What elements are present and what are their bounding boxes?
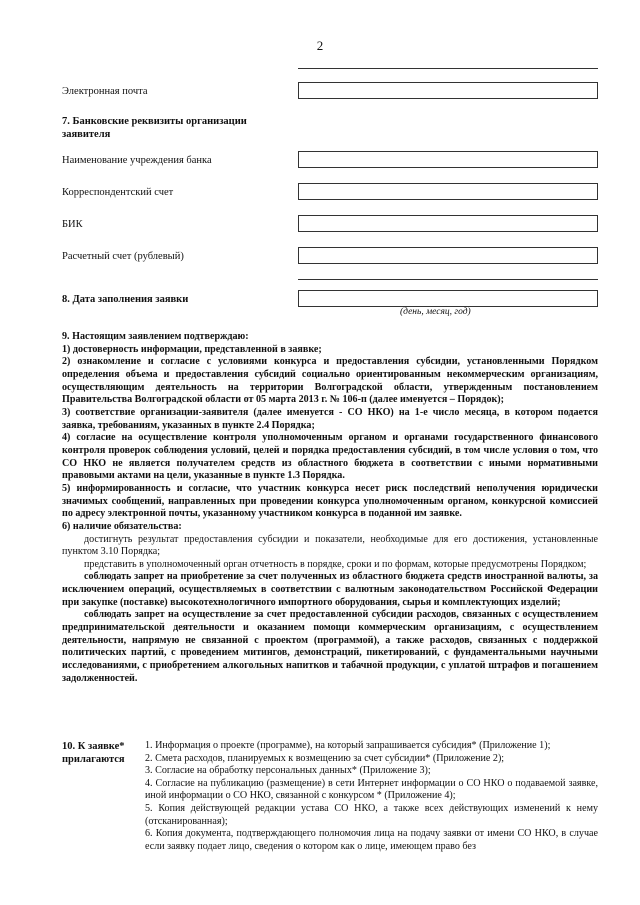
obligation-4: соблюдать запрет на осуществление за счет предоставленной субсидии расходов, связанных с осуществлением предпринимательской деятельности и оказанием помощи коммерческим организациям, с осуществлением деятельности, напрямую не связанной с проектом (программой), а также расходов, связанных с поддержкой политических партий, с проведением митингов, демонстраций, пикетирований, с фундаментальными научными исследованиями, с приобретением алкогольных напитков и табачной продукции, с уплатой штрафов и погашением задолженностей. — [62, 609, 598, 684]
obligation-2: представить в уполномоченный орган отчетность в порядке, сроки и по формам, которые предусмотрены Порядком; — [84, 558, 587, 570]
date-format-hint: (день, месяц, год) — [400, 307, 471, 317]
confirmation-item-5: 5) информированность и согласие, что участник конкурса несет риск последствий неполучения юридически значимых сообщений, направленных при проведении конкурса уполномоченным органом, конкурсной комиссией по адресу электронной почты, указанному участником конкурса в поданной им заявке. — [62, 482, 598, 520]
attachment-item: 1. Информация о проекте (программе), на который запрашивается субсидия* (Приложение 1); — [145, 740, 551, 751]
section-10-title-line1: 10. К заявке* — [62, 741, 125, 752]
bank-name-label: Наименование учреждения банка — [62, 155, 212, 166]
attachments-list — [145, 740, 598, 853]
section-7-title — [62, 115, 247, 141]
attachment-item: 6. Копия документа, подтверждающего полномочия лица на подачу заявки от имени СО НКО, в случае если заявку подает лицо, сведения о котором как о лице, имеющем право без — [145, 828, 598, 852]
confirmation-item-6: 6) наличие обязательства: — [62, 520, 182, 532]
section-7-title-line2: заявителя — [62, 129, 111, 140]
section-10-title-line2: прилагаются — [62, 754, 125, 765]
attachment-item: 2. Смета расходов, планируемых к возмещению за счет субсидии* (Приложение 2); — [145, 752, 505, 764]
email-field[interactable] — [298, 82, 598, 99]
attachment-item: 3. Согласие на обработку персональных данных* (Приложение 3); — [145, 765, 431, 777]
confirmation-item-4: 4) согласие на осуществление контроля уполномоченным органом и органами государственного финансового контроля проверок соблюдения условий, целей и порядка предоставления субсидий, в том числе условия о том, что СО НКО не является получателем средств из областного бюджета в соответствии с иными нормативными правовыми актами на цели, указанные в пункте 1.3 Порядка. — [62, 432, 598, 482]
section-9-title: 9. Настоящим заявлением подтверждаю: — [62, 331, 249, 342]
section-8-title: 8. Дата заполнения заявки — [62, 294, 189, 305]
obligation-1: достигнуть результат предоставления субсидии и показатели, необходимые для его достижения, установленные пунктом 3.10 Порядка; — [62, 533, 598, 558]
confirmation-item-1: 1) достоверность информации, представленной в заявке; — [62, 343, 322, 355]
section-10-title — [62, 740, 142, 766]
fill-date-field[interactable] — [298, 290, 598, 307]
bik-label: БИК — [62, 219, 83, 230]
obligation-3: соблюдать запрет на приобретение за счет полученных из областного бюджета средств иностранной валюты, за исключением операций, осуществляемых в соответствии с валютным законодательством Российской Федерации при закупке (поставке) высокотехнологичного импортного оборудования, сырья и комплектующих изделий; — [62, 571, 598, 608]
page-number: 2 — [316, 38, 324, 53]
settlement-account-label: Расчетный счет (рублевый) — [62, 251, 184, 262]
email-label: Электронная почта — [62, 86, 148, 97]
section-9 — [62, 331, 598, 685]
bank-name-field[interactable] — [298, 151, 598, 168]
settlement-account-field[interactable] — [298, 247, 598, 264]
attachment-item: 5. Копия действующей редакции устава СО НКО, а также всех действующих изменений к нему (отсканированная); — [145, 802, 598, 827]
bik-field[interactable] — [298, 215, 598, 232]
correspondent-account-field[interactable] — [298, 183, 598, 200]
confirmation-item-3: 3) соответствие организации-заявителя (далее именуется - СО НКО) на 1-е число месяца, в котором подается заявка, требованиям, указанных в пункте 2.4 Порядка; — [62, 406, 598, 431]
confirmation-item-2: 2) ознакомление и согласие с условиями конкурса и предоставления субсидии, установленными Порядком определения объема и предоставления субсидий социально ориентированным некоммерческим организациям, осуществляющим деятельность на территории Волгоградской области, утвержденным постановлением Правительства Волгоградской области от 05 марта 2013 г. № 106-п (далее именуется – Порядок); — [62, 356, 598, 406]
top-divider — [298, 68, 598, 69]
correspondent-account-label: Корреспондентский счет — [62, 187, 174, 198]
attachment-item: 4. Согласие на публикацию (размещение) в сети Интернет информации о СО НКО о подаваемой заявке, иной информации о СО НКО, связанной с конкурсом * (Приложение 4); — [145, 777, 598, 802]
separator-line — [298, 279, 598, 280]
section-7-title-line1: 7. Банковские реквизиты организации — [62, 116, 247, 127]
